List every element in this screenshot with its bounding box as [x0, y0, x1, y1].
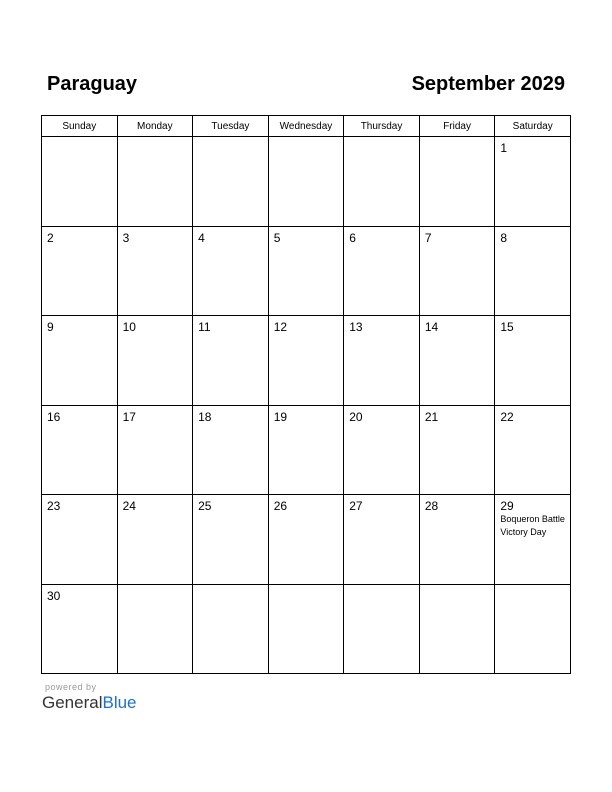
weekday-header: Friday: [419, 116, 495, 137]
day-cell: [117, 495, 193, 585]
day-number: 29: [500, 499, 514, 513]
day-number: 13: [349, 320, 363, 334]
day-number: 20: [349, 409, 363, 424]
month-title: September 2029: [411, 73, 565, 95]
day-cell: [117, 226, 193, 316]
day-number: 2: [47, 230, 54, 245]
day-cell: [117, 405, 193, 495]
week-row: [42, 405, 571, 495]
day-number: 12: [273, 320, 288, 334]
day-number: 1: [500, 141, 508, 155]
day-cell: [268, 316, 344, 406]
day-cell: [193, 405, 269, 495]
weekday-header: Wednesday: [268, 116, 344, 137]
day-cell: [344, 316, 420, 406]
day-number: 26: [273, 499, 288, 513]
weekday-header: Monday: [117, 116, 193, 137]
day-cell: [268, 584, 344, 674]
day-number: 9: [47, 320, 54, 334]
day-number: 24: [122, 499, 136, 513]
day-cell: [495, 137, 571, 227]
weekday-header-row: [42, 116, 571, 137]
day-cell: [42, 584, 118, 674]
calendar-grid: [41, 115, 571, 674]
day-number: 8: [500, 230, 508, 245]
day-cell: [495, 316, 571, 406]
day-cell: [495, 405, 571, 495]
day-cell: [42, 495, 118, 585]
day-number: 10: [122, 320, 136, 334]
week-row: [42, 137, 571, 227]
day-cell: [419, 137, 495, 227]
weekday-header: Sunday: [42, 116, 118, 137]
country-name: Paraguay: [47, 73, 138, 95]
day-cell: [117, 584, 193, 674]
day-number: 5: [273, 230, 281, 245]
day-cell: [42, 316, 118, 406]
day-number: 28: [424, 499, 439, 513]
brand-general-text: General: [42, 693, 103, 712]
weekday-header: Tuesday: [193, 116, 269, 137]
day-cell: [42, 405, 118, 495]
day-cell: [419, 584, 495, 674]
day-cell: [193, 137, 269, 227]
day-number: 19: [273, 409, 288, 424]
brand-logo[interactable]: [42, 693, 137, 713]
day-cell: [344, 226, 420, 316]
brand-blue-text: Blue: [102, 693, 137, 712]
day-cell: [495, 226, 571, 316]
day-cell: [42, 226, 118, 316]
weekday-header: Saturday: [495, 116, 571, 137]
day-number: 22: [500, 409, 514, 424]
day-cell: [419, 405, 495, 495]
day-cell: [268, 495, 344, 585]
week-row: [42, 495, 571, 585]
day-number: 25: [198, 499, 212, 513]
day-cell: [495, 495, 571, 585]
day-cell: [419, 495, 495, 585]
day-number: 15: [500, 320, 514, 334]
day-cell: [344, 495, 420, 585]
day-number: 27: [349, 499, 363, 513]
day-cell: [193, 495, 269, 585]
day-cell: [193, 316, 269, 406]
day-cell: [344, 405, 420, 495]
day-number: 30: [47, 588, 61, 603]
day-number: 18: [198, 409, 212, 424]
day-cell: [495, 584, 571, 674]
day-cell: [193, 226, 269, 316]
holiday-label: Boqueron Battle Victory Day: [500, 514, 565, 537]
day-cell: [419, 316, 495, 406]
day-cell: [344, 584, 420, 674]
day-cell: [42, 137, 118, 227]
day-cell: [344, 137, 420, 227]
day-number: 4: [198, 230, 205, 245]
day-cell: [117, 316, 193, 406]
day-number: 7: [424, 230, 432, 245]
weekday-header: Thursday: [344, 116, 420, 137]
day-cell: [268, 226, 344, 316]
day-number: 17: [122, 409, 136, 424]
day-cell: [117, 137, 193, 227]
day-number: 21: [424, 409, 439, 424]
day-number: 3: [122, 230, 130, 245]
week-row: [42, 584, 571, 674]
day-cell: [419, 226, 495, 316]
day-cell: [268, 405, 344, 495]
day-cell: [193, 584, 269, 674]
day-cell: [268, 137, 344, 227]
week-row: [42, 226, 571, 316]
day-number: 6: [349, 230, 356, 245]
powered-by-label: powered by: [45, 682, 97, 692]
day-number: 14: [424, 320, 439, 334]
day-number: 23: [47, 499, 61, 513]
week-row: [42, 316, 571, 406]
day-number: 16: [47, 409, 61, 424]
day-number: 11: [198, 320, 211, 334]
